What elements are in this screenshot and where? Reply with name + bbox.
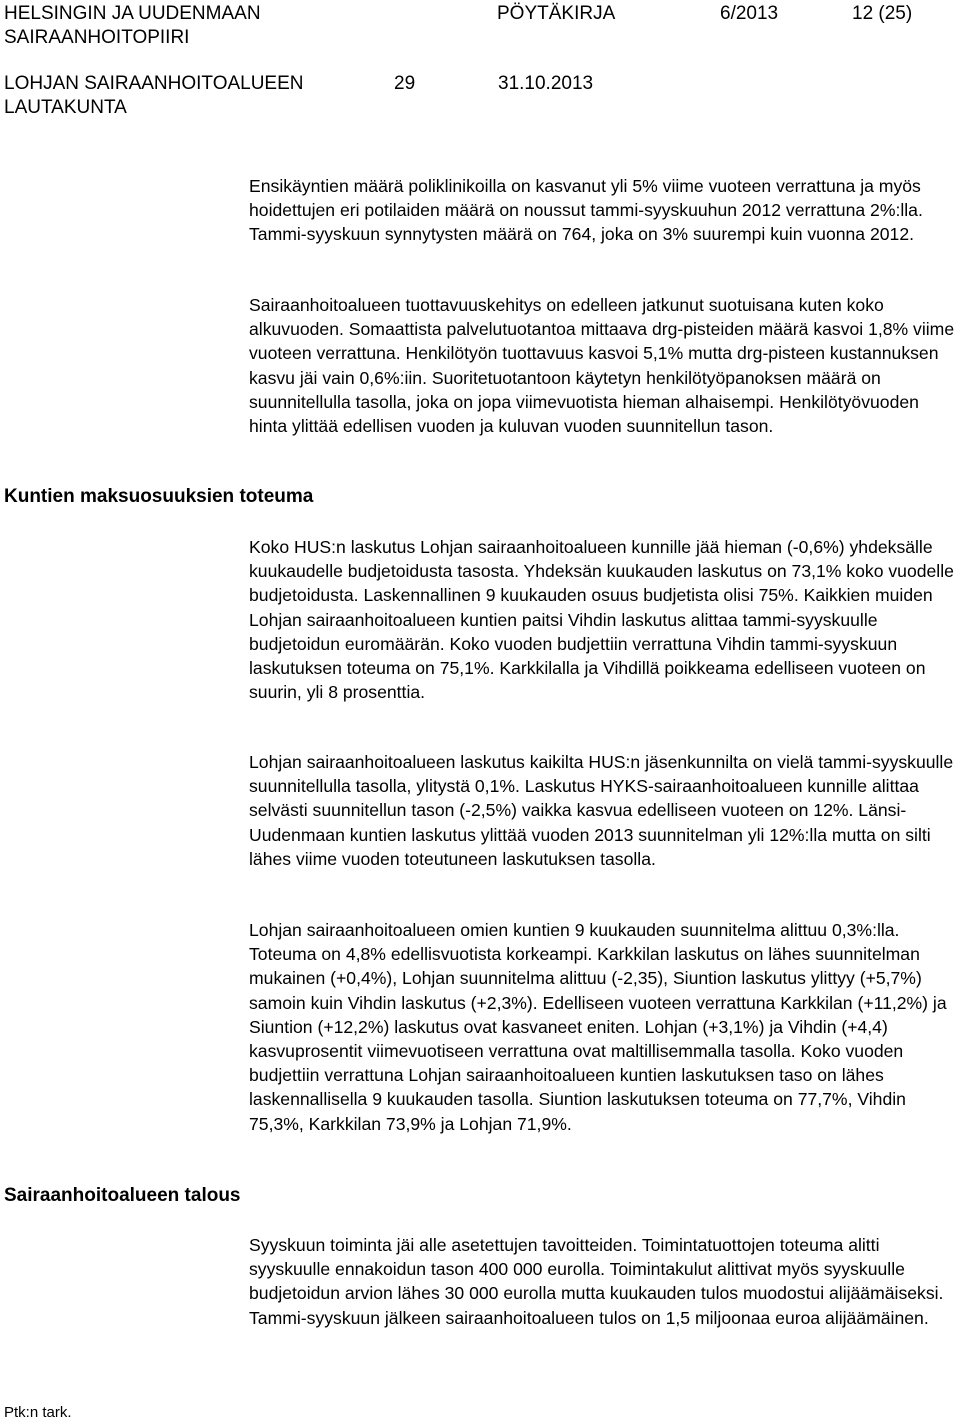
meeting-date: 31.10.2013	[498, 73, 594, 94]
paragraph-september-result: Syyskuun toiminta jäi alle asetettujen tavoitteiden. Toimintatuottojen toteuma alitti syyskuulle ennakoidun tason 400 000 eurolla. Toimintakulut alittivat myös syyskuulle budjetoidun arvion lähes 30 000 eurolla mutta kuukauden tulos muodostui alijäämäiseksi. Tammi-syyskuun jälkeen sairaanhoitoalueen tulos on 1,5 miljoonaa euroa alijäämäinen.	[249, 1235, 944, 1328]
page-number: 12 (25)	[852, 3, 913, 24]
paragraph-hus-billing: Koko HUS:n laskutus Lohjan sairaanhoitoalueen kunnille jää hieman (-0,6%) yhdeksälle kuukaudelle budjetoidusta tasosta. Yhdeksän kuukauden laskutus on 73,1% koko vuodelle budjetoidusta. Laskennallinen 9 kuukauden osuus budjetista olisi 75%. Kaikkien muiden Lohjan sairaanhoitoalueen kuntien paitsi Vihdin laskutus alittaa tammi-syyskuulle budjetoidun euromäärän. Koko vuoden budjettiin verrattuna Vihdin tammi-syyskuun laskutuksen toteuma on 75,1%. Karkkilalla ja Vihdillä poikkeama edelliseen vuoteen on suurin, yli 8 prosenttia.	[249, 537, 954, 703]
paragraph-productivity: Sairaanhoitoalueen tuottavuuskehitys on edelleen jatkunut suotuisana kuten koko alkuvuoden. Somaattista palvelutuotantoa mittaava drg-pisteiden määrä kasvoi 1,8% viime vuoteen verrattuna. Henkilötyön tuottavuus kasvoi 5,1% mutta drg-pisteen kustannuksen kasvu jäi vain 0,6%:iin. Suoritetuotantoon käytetyn henkilötyöpanoksen määrä on suunnitellulla tasolla, joka on jopa viimevuotista hieman alhaisempi. Henkilötyövuoden hinta ylittää edellisen vuoden ja kuluvan vuoden suunnitellun tason.	[249, 295, 955, 437]
side-heading-finances: Sairaanhoitoalueen talous	[4, 1185, 241, 1206]
section-number: 29	[394, 73, 416, 94]
board-name-line1: LOHJAN SAIRAANHOITOALUEEN	[4, 73, 304, 94]
paragraph-visits: Ensikäyntien määrä poliklinikoilla on kasvanut yli 5% viime vuoteen verrattuna ja myös hoidettujen eri potilaiden määrä on noussut tammi-syyskuuhun 2012 verrattuna 2%:lla. Tammi-syyskuun synnytysten määrä on 764, joka on 3% suurempi kuin vuonna 2012.	[249, 176, 923, 245]
org-name-line2: SAIRAANHOITOPIIRI	[4, 27, 190, 48]
board-name-line2: LAUTAKUNTA	[4, 97, 127, 118]
org-name-line1: HELSINGIN JA UUDENMAAN	[4, 3, 261, 24]
doc-type: PÖYTÄKIRJA	[497, 3, 616, 24]
paragraph-own-municipalities: Lohjan sairaanhoitoalueen omien kuntien 9 kuukauden suunnitelma alittuu 0,3%:lla. Toteuma on 4,8% edellisvuotista korkeampi. Karkkilan laskutus on lähes suunnitelman mukainen (+0,4%), Lohjan suunnitelma alittuu (-2,35), Siuntion laskutus ylittyy (+5,7%) samoin kuin Vihdin laskutus (+2,3%). Edelliseen vuoteen verrattuna Karkkilan (+11,2%) ja Siuntion (+12,2%) laskutus ovat kasvaneet eniten. Lohjan (+3,1%) ja Vihdin (+4,4) kasvuprosentit viimevuotiseen verrattuna ovat maltillisemmalla tasolla. Koko vuoden budjettiin verrattuna Lohjan sairaanhoitoalueen kuntien laskutuksen taso on lähes laskennallisella 9 kuukauden tasolla. Siuntion laskutuksen toteuma on 77,7%, Vihdin 75,3%, Karkkilan 73,9% ja Lohjan 71,9%.	[249, 920, 947, 1134]
paragraph-lohja-billing: Lohjan sairaanhoitoalueen laskutus kaikilta HUS:n jäsenkunnilta on vielä tammi-syyskuulle suunnitellulla tasolla, ylitystä 0,1%. Laskutus HYKS-sairaanhoitoalueen kunnille alittaa selvästi suunnitellun tason (-2,5%) vaikka kasvua edelliseen vuoteen on 12%. Länsi-Uudenmaan kuntien laskutus ylittää vuoden 2013 suunnitelman yli 12%:lla mutta on silti lähes viime vuoden toteutuneen laskutuksen tasolla.	[249, 752, 954, 869]
doc-number: 6/2013	[720, 3, 779, 24]
side-heading-municipal-payments: Kuntien maksuosuuksien toteuma	[4, 486, 314, 507]
minutes-checker-label: Ptk:n tark.	[4, 1404, 72, 1421]
